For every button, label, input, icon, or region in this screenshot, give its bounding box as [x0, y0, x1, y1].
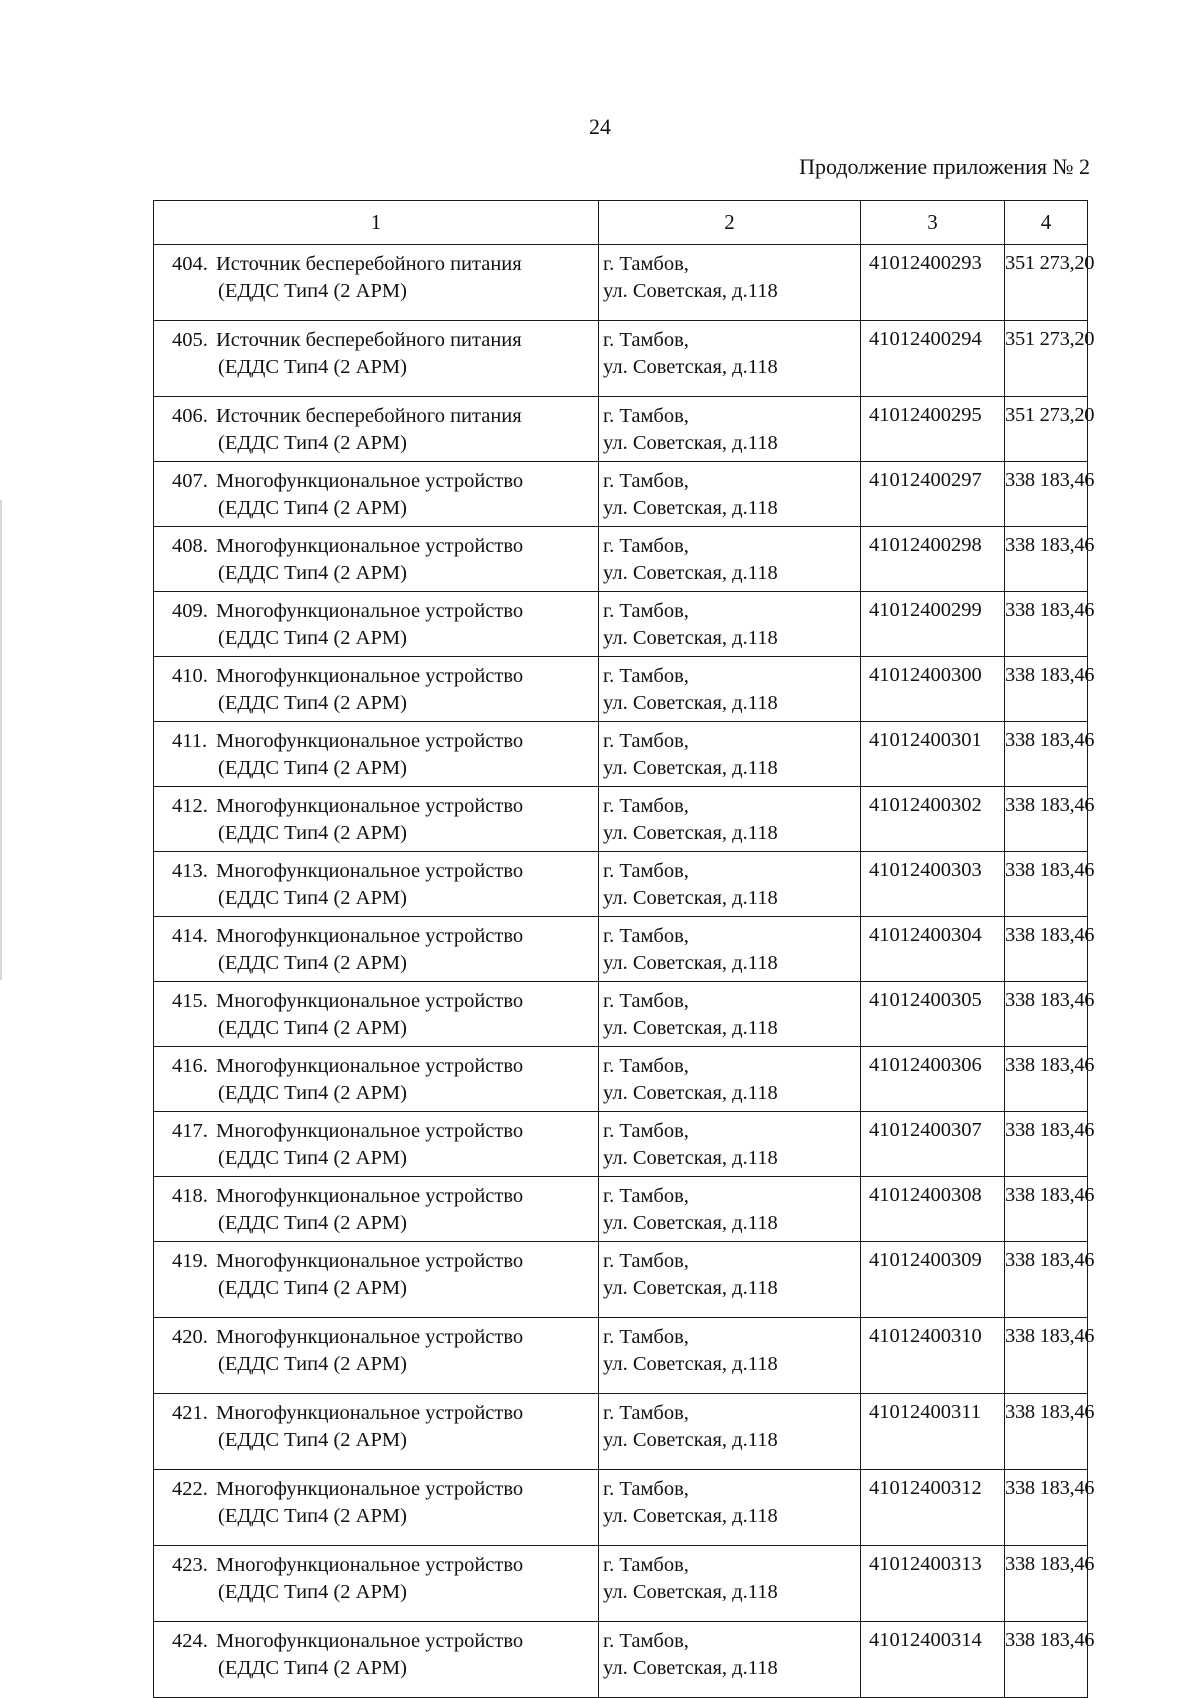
address-city: г. Тамбов,	[603, 1478, 689, 1500]
table-row	[154, 321, 1088, 397]
address-cell	[599, 982, 861, 1047]
address-cell	[599, 917, 861, 982]
cost-cell: 338 183,46	[1005, 527, 1088, 592]
address-cell	[599, 1242, 861, 1318]
address-city: г. Тамбов,	[603, 1120, 689, 1142]
table-row	[154, 1242, 1088, 1318]
item-name-detail: (ЕДДС Тип4 (2 АРМ)	[218, 1212, 407, 1234]
table-row	[154, 462, 1088, 527]
item-name: Многофункциональное устройство	[216, 665, 524, 687]
item-name: Многофункциональное устройство	[216, 1478, 524, 1500]
inventory-number-cell: 41012400294	[861, 321, 1005, 397]
cost-cell: 338 183,46	[1005, 1470, 1088, 1546]
item-name-cell	[154, 1112, 599, 1177]
appendix-continuation-note: Продолжение приложения № 2	[799, 154, 1090, 179]
inventory-number-cell: 41012400305	[861, 982, 1005, 1047]
inventory-number-cell: 41012400309	[861, 1242, 1005, 1318]
item-name-cell	[154, 462, 599, 527]
item-name: Источник бесперебойного питания	[216, 329, 522, 351]
item-name: Многофункциональное устройство	[216, 1630, 524, 1652]
address-street: ул. Советская, д.118	[603, 757, 778, 779]
address-city: г. Тамбов,	[603, 1185, 689, 1207]
item-number: 409.	[172, 600, 208, 622]
item-name: Многофункциональное устройство	[216, 1326, 524, 1348]
item-name: Многофункциональное устройство	[216, 1185, 524, 1207]
page-number: 24	[589, 114, 611, 139]
inventory-number-cell: 41012400306	[861, 1047, 1005, 1112]
address-city: г. Тамбов,	[603, 1326, 689, 1348]
item-name-cell	[154, 657, 599, 722]
address-street: ул. Советская, д.118	[603, 952, 778, 974]
item-name-detail: (ЕДДС Тип4 (2 АРМ)	[218, 1017, 407, 1039]
item-name-detail: (ЕДДС Тип4 (2 АРМ)	[218, 1657, 407, 1679]
item-name: Источник бесперебойного питания	[216, 253, 522, 275]
cost-cell: 351 273,20	[1005, 397, 1088, 462]
address-cell	[599, 397, 861, 462]
address-city: г. Тамбов,	[603, 1554, 689, 1576]
cost-cell: 338 183,46	[1005, 982, 1088, 1047]
address-street: ул. Советская, д.118	[603, 692, 778, 714]
item-name-cell	[154, 1242, 599, 1318]
inventory-number-cell: 41012400300	[861, 657, 1005, 722]
address-street: ул. Советская, д.118	[603, 1147, 778, 1169]
inventory-number-cell: 41012400298	[861, 527, 1005, 592]
table-row	[154, 852, 1088, 917]
cost-cell: 338 183,46	[1005, 1047, 1088, 1112]
inventory-number-cell: 41012400295	[861, 397, 1005, 462]
inventory-number-cell: 41012400314	[861, 1622, 1005, 1698]
address-city: г. Тамбов,	[603, 1402, 689, 1424]
item-name-cell	[154, 1622, 599, 1698]
item-name: Многофункциональное устройство	[216, 1120, 524, 1142]
address-street: ул. Советская, д.118	[603, 497, 778, 519]
column-header-4: 4	[1005, 201, 1088, 245]
item-name: Многофункциональное устройство	[216, 1250, 524, 1272]
item-name: Многофункциональное устройство	[216, 990, 524, 1012]
item-number: 419.	[172, 1250, 208, 1272]
item-name: Многофункциональное устройство	[216, 1055, 524, 1077]
cost-cell: 338 183,46	[1005, 462, 1088, 527]
address-city: г. Тамбов,	[603, 470, 689, 492]
item-number: 412.	[172, 795, 208, 817]
address-street: ул. Советская, д.118	[603, 1082, 778, 1104]
item-number: 418.	[172, 1185, 208, 1207]
table-row	[154, 1318, 1088, 1394]
inventory-number-cell: 41012400301	[861, 722, 1005, 787]
address-street: ул. Советская, д.118	[603, 1581, 778, 1603]
table-row	[154, 982, 1088, 1047]
table-row	[154, 527, 1088, 592]
table-header-row	[154, 201, 1088, 245]
address-city: г. Тамбов,	[603, 253, 689, 275]
item-name-detail: (ЕДДС Тип4 (2 АРМ)	[218, 887, 407, 909]
inventory-number-cell: 41012400312	[861, 1470, 1005, 1546]
address-city: г. Тамбов,	[603, 1630, 689, 1652]
cost-cell: 338 183,46	[1005, 592, 1088, 657]
item-name-detail: (ЕДДС Тип4 (2 АРМ)	[218, 1581, 407, 1603]
cost-cell: 338 183,46	[1005, 1546, 1088, 1622]
item-number: 420.	[172, 1326, 208, 1348]
table-row	[154, 397, 1088, 462]
cost-cell: 338 183,46	[1005, 1177, 1088, 1242]
cost-cell: 338 183,46	[1005, 787, 1088, 852]
table-row	[154, 722, 1088, 787]
address-cell	[599, 1470, 861, 1546]
cost-cell: 338 183,46	[1005, 917, 1088, 982]
item-name: Многофункциональное устройство	[216, 860, 524, 882]
table-row	[154, 1546, 1088, 1622]
item-number: 421.	[172, 1402, 208, 1424]
item-number: 404.	[172, 253, 208, 275]
address-street: ул. Советская, д.118	[603, 1353, 778, 1375]
item-name: Многофункциональное устройство	[216, 795, 524, 817]
address-cell	[599, 527, 861, 592]
table-row	[154, 1394, 1088, 1470]
address-street: ул. Советская, д.118	[603, 1429, 778, 1451]
address-cell	[599, 787, 861, 852]
cost-cell: 338 183,46	[1005, 657, 1088, 722]
item-number: 408.	[172, 535, 208, 557]
item-name: Источник бесперебойного питания	[216, 405, 522, 427]
item-name: Многофункциональное устройство	[216, 1402, 524, 1424]
item-name-detail: (ЕДДС Тип4 (2 АРМ)	[218, 1505, 407, 1527]
address-city: г. Тамбов,	[603, 1250, 689, 1272]
item-name-cell	[154, 527, 599, 592]
table-body	[154, 201, 1095, 1698]
cost-cell: 351 273,20	[1005, 245, 1088, 321]
address-cell	[599, 462, 861, 527]
table-row	[154, 1622, 1088, 1698]
item-number: 411.	[172, 730, 208, 752]
inventory-number-cell: 41012400303	[861, 852, 1005, 917]
item-name-detail: (ЕДДС Тип4 (2 АРМ)	[218, 356, 407, 378]
column-header-1: 1	[154, 201, 599, 245]
table-row	[154, 1177, 1088, 1242]
item-name-detail: (ЕДДС Тип4 (2 АРМ)	[218, 952, 407, 974]
cost-cell: 338 183,46	[1005, 722, 1088, 787]
item-name-detail: (ЕДДС Тип4 (2 АРМ)	[218, 562, 407, 584]
inventory-number-cell: 41012400293	[861, 245, 1005, 321]
inventory-number-cell: 41012400311	[861, 1394, 1005, 1470]
address-cell	[599, 1394, 861, 1470]
address-street: ул. Советская, д.118	[603, 1017, 778, 1039]
item-number: 413.	[172, 860, 208, 882]
inventory-number-cell: 41012400302	[861, 787, 1005, 852]
address-street: ул. Советская, д.118	[603, 356, 778, 378]
address-street: ул. Советская, д.118	[603, 432, 778, 454]
item-name: Многофункциональное устройство	[216, 470, 524, 492]
item-number: 417.	[172, 1120, 208, 1142]
item-name-detail: (ЕДДС Тип4 (2 АРМ)	[218, 497, 407, 519]
address-cell	[599, 245, 861, 321]
item-name: Многофункциональное устройство	[216, 600, 524, 622]
address-street: ул. Советская, д.118	[603, 822, 778, 844]
inventory-number-cell: 41012400304	[861, 917, 1005, 982]
item-number: 406.	[172, 405, 208, 427]
address-street: ул. Советская, д.118	[603, 1505, 778, 1527]
address-cell	[599, 852, 861, 917]
table-row	[154, 592, 1088, 657]
cost-cell: 338 183,46	[1005, 1112, 1088, 1177]
item-name-detail: (ЕДДС Тип4 (2 АРМ)	[218, 1147, 407, 1169]
address-city: г. Тамбов,	[603, 535, 689, 557]
address-cell	[599, 1112, 861, 1177]
address-street: ул. Советская, д.118	[603, 280, 778, 302]
cost-cell: 338 183,46	[1005, 1622, 1088, 1698]
item-name-detail: (ЕДДС Тип4 (2 АРМ)	[218, 1277, 407, 1299]
address-cell	[599, 1047, 861, 1112]
address-cell	[599, 1622, 861, 1698]
item-number: 422.	[172, 1478, 208, 1500]
address-street: ул. Советская, д.118	[603, 562, 778, 584]
item-name-detail: (ЕДДС Тип4 (2 АРМ)	[218, 627, 407, 649]
property-registry-table	[153, 200, 1095, 1698]
inventory-number-cell: 41012400310	[861, 1318, 1005, 1394]
item-name-detail: (ЕДДС Тип4 (2 АРМ)	[218, 822, 407, 844]
item-name-detail: (ЕДДС Тип4 (2 АРМ)	[218, 432, 407, 454]
address-street: ул. Советская, д.118	[603, 1212, 778, 1234]
item-name-cell	[154, 1546, 599, 1622]
item-name-cell	[154, 917, 599, 982]
table-row	[154, 245, 1088, 321]
item-number: 423.	[172, 1554, 208, 1576]
address-cell	[599, 657, 861, 722]
item-name-cell	[154, 1177, 599, 1242]
item-name-cell	[154, 1318, 599, 1394]
inventory-number-cell: 41012400299	[861, 592, 1005, 657]
item-name-cell	[154, 321, 599, 397]
item-name-cell	[154, 787, 599, 852]
address-cell	[599, 1546, 861, 1622]
item-number: 410.	[172, 665, 208, 687]
item-number: 405.	[172, 329, 208, 351]
item-name: Многофункциональное устройство	[216, 730, 524, 752]
address-cell	[599, 722, 861, 787]
table-row	[154, 917, 1088, 982]
column-header-2: 2	[599, 201, 861, 245]
item-name-cell	[154, 1047, 599, 1112]
address-city: г. Тамбов,	[603, 860, 689, 882]
item-number: 414.	[172, 925, 208, 947]
item-number: 407.	[172, 470, 208, 492]
item-name: Многофункциональное устройство	[216, 925, 524, 947]
item-name-detail: (ЕДДС Тип4 (2 АРМ)	[218, 692, 407, 714]
item-name-detail: (ЕДДС Тип4 (2 АРМ)	[218, 280, 407, 302]
cost-cell: 338 183,46	[1005, 1318, 1088, 1394]
item-name-cell	[154, 245, 599, 321]
inventory-number-cell: 41012400308	[861, 1177, 1005, 1242]
address-cell	[599, 1318, 861, 1394]
inventory-number-cell: 41012400297	[861, 462, 1005, 527]
address-city: г. Тамбов,	[603, 990, 689, 1012]
address-city: г. Тамбов,	[603, 329, 689, 351]
address-street: ул. Советская, д.118	[603, 1277, 778, 1299]
inventory-number-cell: 41012400313	[861, 1546, 1005, 1622]
inventory-number-cell: 41012400307	[861, 1112, 1005, 1177]
item-number: 416.	[172, 1055, 208, 1077]
address-cell	[599, 592, 861, 657]
item-name-cell	[154, 397, 599, 462]
cost-cell: 351 273,20	[1005, 321, 1088, 397]
cost-cell: 338 183,46	[1005, 1242, 1088, 1318]
item-name-cell	[154, 982, 599, 1047]
item-name-cell	[154, 1394, 599, 1470]
address-street: ул. Советская, д.118	[603, 627, 778, 649]
table-row	[154, 657, 1088, 722]
address-city: г. Тамбов,	[603, 405, 689, 427]
item-name-cell	[154, 1470, 599, 1546]
address-cell	[599, 321, 861, 397]
cost-cell: 338 183,46	[1005, 1394, 1088, 1470]
item-name-detail: (ЕДДС Тип4 (2 АРМ)	[218, 1353, 407, 1375]
item-name: Многофункциональное устройство	[216, 535, 524, 557]
address-city: г. Тамбов,	[603, 1055, 689, 1077]
address-city: г. Тамбов,	[603, 925, 689, 947]
address-city: г. Тамбов,	[603, 665, 689, 687]
address-city: г. Тамбов,	[603, 795, 689, 817]
scan-margin-mark	[0, 500, 2, 980]
item-number: 415.	[172, 990, 208, 1012]
item-name: Многофункциональное устройство	[216, 1554, 524, 1576]
address-street: ул. Советская, д.118	[603, 1657, 778, 1679]
item-name-detail: (ЕДДС Тип4 (2 АРМ)	[218, 1082, 407, 1104]
cost-cell: 338 183,46	[1005, 852, 1088, 917]
item-name-cell	[154, 592, 599, 657]
address-city: г. Тамбов,	[603, 730, 689, 752]
table-row	[154, 787, 1088, 852]
item-number: 424.	[172, 1630, 208, 1652]
item-name-cell	[154, 852, 599, 917]
item-name-detail: (ЕДДС Тип4 (2 АРМ)	[218, 757, 407, 779]
table-row	[154, 1112, 1088, 1177]
column-header-3: 3	[861, 201, 1005, 245]
address-city: г. Тамбов,	[603, 600, 689, 622]
address-cell	[599, 1177, 861, 1242]
item-name-detail: (ЕДДС Тип4 (2 АРМ)	[218, 1429, 407, 1451]
table-row	[154, 1047, 1088, 1112]
item-name-cell	[154, 722, 599, 787]
table-row	[154, 1470, 1088, 1546]
address-street: ул. Советская, д.118	[603, 887, 778, 909]
